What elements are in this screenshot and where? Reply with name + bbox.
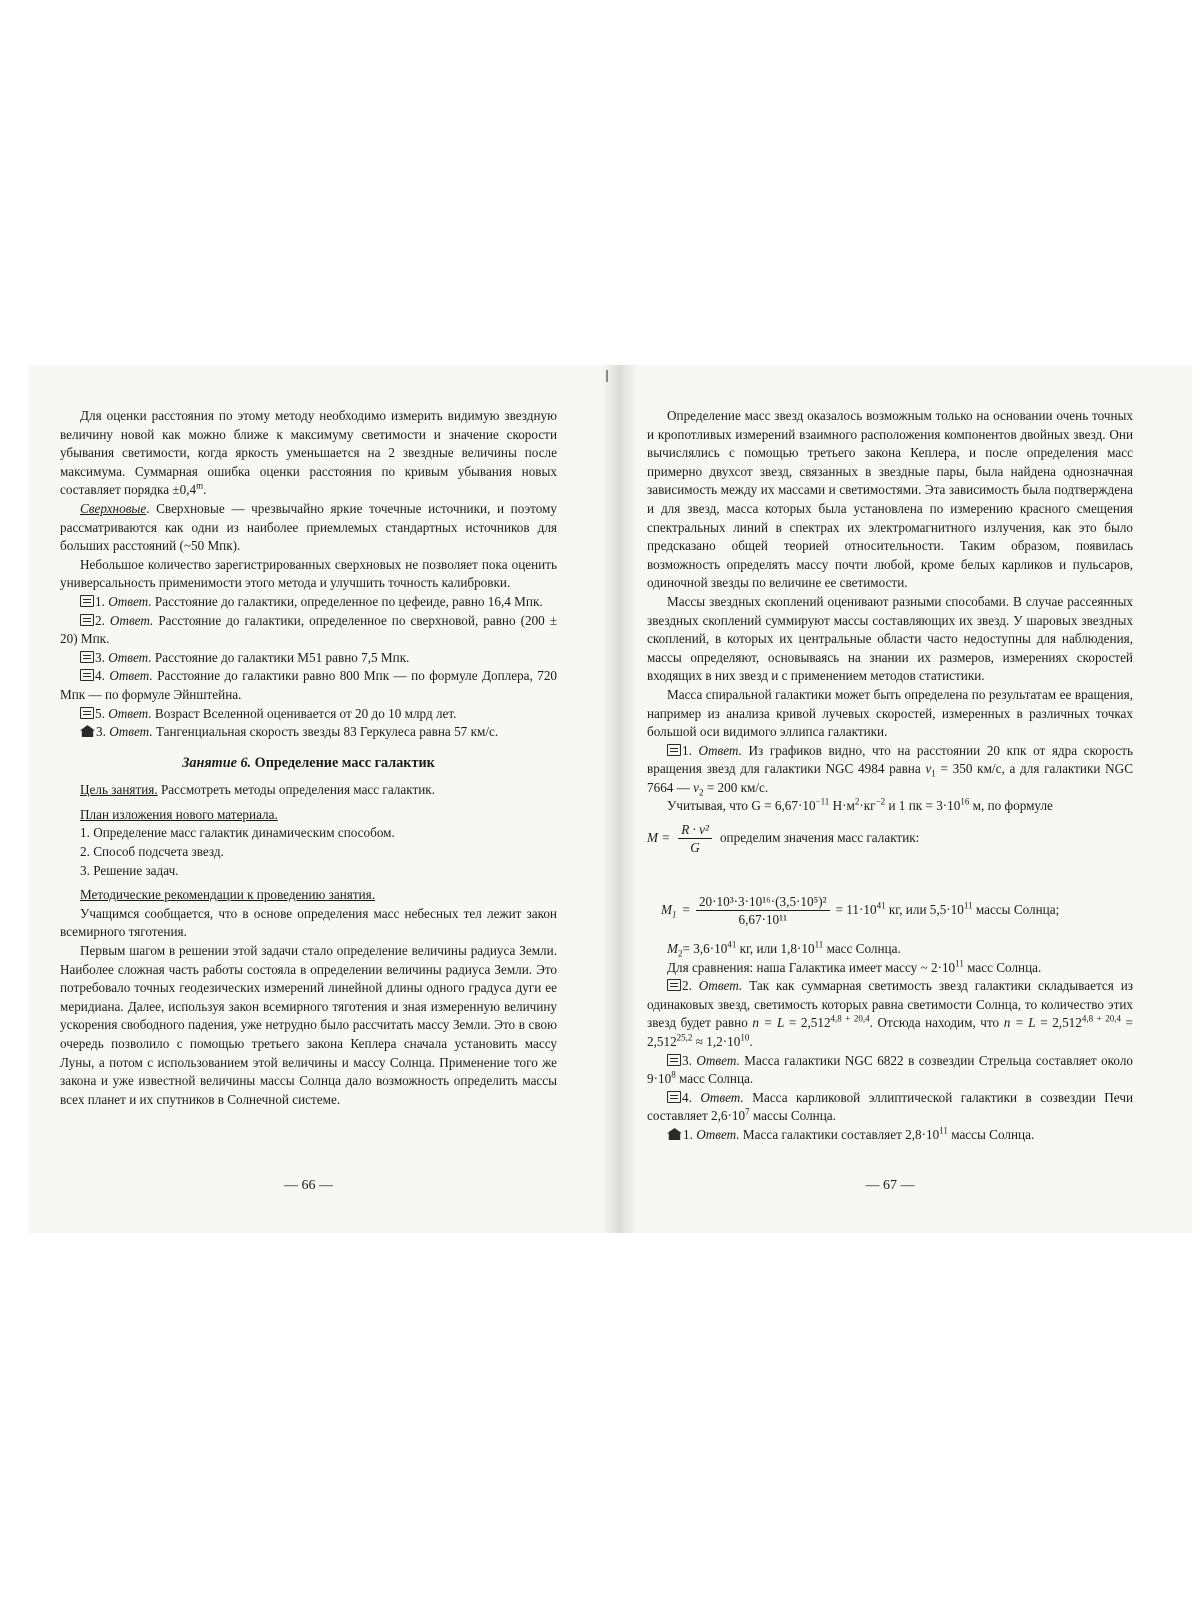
plan-item: 1. Определение масс галактик динамическим способом.	[80, 825, 395, 841]
m1-fraction	[696, 893, 830, 928]
plan-label: План изложения нового материала.	[80, 806, 278, 822]
term-supernovae: Сверхновые	[80, 500, 147, 516]
mass-formula	[647, 818, 1133, 858]
formula-text: определим значения масс галактик:	[719, 829, 920, 845]
paragraph: Масса спиральной галактики может быть определена по результатам ее вращения, например из анализа кривой лучевых скоростей, измеренных в различных точках большой оси видимого эллипса галактики.	[647, 686, 1133, 740]
paragraph: Учащимся сообщается, что в основе определения масс небесных тел лежит закон всемирного тяготения.	[60, 905, 557, 940]
formula-lhs: M =	[647, 829, 671, 845]
paragraph: Для оценки расстояния по этому методу необходимо измерить видимую звездную величину новой как можно ближе к максимуму светимости и значение скорости убывания светимости, когда яркость уменьшается на 2 звездные величины после максимума. Суммарная ошибка оценки расстояния по кривым убывания новых составляет порядка $\pm 0,4^m$.	[60, 408, 557, 498]
page-number-right: — 67 —	[865, 1178, 915, 1193]
equals-sign: =	[682, 901, 690, 917]
paragraph-supernovae: Сверхновые. Сверхновые — чрезвычайно яркие точечные источники, и поэтому рассматриваются как одни из наиболее приемлемых стандартных источников для больших расстояний (~50 Мпк).	[60, 500, 557, 554]
m1-calculation	[661, 888, 1133, 932]
m2-result: $M_2= 3,6\cdot 10^{41}$ кг, или $1,8\cdot 10^{11}$ масс Солнца.	[667, 939, 901, 959]
book-gutter	[602, 365, 638, 1233]
notebook-icon	[667, 1054, 681, 1066]
paragraph-constants: Учитывая, что $G = 6,67\cdot 10^{-11}$ $Н\cdot м^2\cdot кг^{-2}$ и 1 пк = $3\cdot 10^{16}$ м, по формуле	[667, 797, 1053, 814]
formula-denominator: G	[690, 839, 700, 855]
m1-symbol: $M_1$	[661, 901, 677, 920]
paragraph: Массы звездных скоплений оценивают разными способами. В случае рассеянных звездных скоплений суммируют массы составляющих их звезд. У шаровых звездных скоплений, в которых их центральные области часто недоступны для наблюдения, массы определяют, основываясь на знании их размеров, измерениях скоростей входящих в них звезд и с применением методов статистики.	[647, 593, 1133, 684]
left-page	[60, 407, 557, 1109]
notebook-icon	[80, 707, 94, 719]
method-label: Методические рекомендации к проведению занятия.	[80, 887, 376, 903]
right-page	[647, 407, 1133, 1145]
notebook-icon	[80, 651, 94, 663]
page-number-left: — 66 —	[284, 1178, 333, 1193]
answer-2: 2. Ответ. Расстояние до галактики, определенное по сверхновой, равно (200 ± 20) Мпк.	[60, 612, 557, 647]
formula-fraction	[678, 821, 712, 856]
home-answer-3: 3. Ответ. Тангенциальная скорость звезды 83 Геркулеса равна 57 км/с.	[60, 723, 557, 742]
paragraph: Первым шагом в решении этой задачи стало определение величины радиуса Земли. Наиболее сложная часть работы состояла в определении величины радиуса Земли. Это потребовало точных геодезических измерений линейной длины одного градуса дуги ее меридиана. Далее, используя закон всемирного тяготения и зная измеренную величину ускорения свободного падения, уже нетрудно было рассчитать массу Земли. Это в свою очередь позволило с помощью третьего закона Кеплера сначала установить массу Луны, а потом с использованием этой величины и массу Солнца. Применение того же закона и уже известной величины массы Солнца дало возможность определить массы всех планет и их спутников в Солнечной системе.	[60, 943, 557, 1107]
comparison: Для сравнения: наша Галактика имеет массу ~ $2\cdot 10^{11}$ масс Солнца.	[667, 958, 1042, 975]
answer-4: 4. Ответ. Расстояние до галактики равно 800 Мпк — по формуле Доплера, 720 Мпк — по формуле Эйнштейна.	[60, 668, 558, 702]
home-task-icon	[667, 1128, 682, 1140]
notebook-icon	[80, 595, 94, 607]
notebook-icon	[667, 1091, 681, 1103]
lesson-heading: Занятие 6. Определение масс галактик	[182, 754, 435, 771]
answer-4: 4. Ответ. Масса карликовой эллиптической галактики в созвездии Печи составляет $2,6\cdot 10^7$ массы Солнца.	[647, 1089, 1134, 1124]
gutter-mark	[606, 370, 608, 382]
notebook-icon	[667, 979, 681, 991]
home-answer-1: 1. Ответ. Масса галактики составляет $2,8\cdot 10^{11}$ массы Солнца.	[647, 1126, 1133, 1145]
answer-3: 3. Ответ. Масса галактики NGC 6822 в созвездии Стрельца составляет около $9\cdot 10^8$ масс Солнца.	[647, 1052, 1133, 1087]
lesson-goal: Цель занятия. Рассмотреть методы определения масс галактик.	[80, 782, 435, 798]
formula-numerator: R · v²	[678, 821, 712, 839]
m1-numerator: 20·10³·3·10¹⁶·(3,5·10⁵)²	[696, 893, 830, 911]
notebook-icon	[80, 614, 94, 626]
home-task-icon	[80, 725, 95, 737]
m1-denominator: 6,67·10¹¹	[738, 911, 788, 927]
answer-3: 3. Ответ. Расстояние до галактики M51 равно 7,5 Мпк.	[60, 649, 557, 668]
notebook-icon	[667, 744, 681, 756]
notebook-icon	[80, 669, 94, 681]
answer-5: 5. Ответ. Возраст Вселенной оценивается от 20 до 10 млрд лет.	[60, 705, 557, 724]
answer-1: 1. Ответ. Из графиков видно, что на расстоянии 20 кпк от ядра скорость вращения звезд для галактики NGC 4984 равна $v_1 = 350$ км/с, а для галактики NGC 7664 — $v_2 = 200$ км/с.	[647, 742, 1133, 798]
plan-item: 3. Решение задач.	[80, 862, 179, 878]
answer-1: 1. Ответ. Расстояние до галактики, определенное по цефеиде, равно 16,4 Мпк.	[60, 593, 557, 612]
paragraph: Небольшое количество зарегистрированных сверхновых не позволяет пока оценить универсальность применимости этого метода и улучшить точность калибровки.	[60, 556, 557, 591]
paragraph: Определение масс звезд оказалось возможным только на основании очень точных и кропотливых измерений взаимного расположения компонентов двойных звезд. Они вычислялись с помощью третьего закона Кеплера, и после определения масс примерно двухсот звезд, связанных в звездные пары, была найдена однозначная зависимость между их массами и светимостями. Эта зависимость была подтверждена и для звезд, масса которых была установлена по измерению красного смещения спектральных линий в спектрах их электромагнитного излучения, как это было предсказано общей теорией относительности. Таким образом, появилась возможность определять массу почти любой, кроме белых карликов и пульсаров, одиночной звезды по величине ее светимости.	[647, 408, 1133, 591]
answer-2: 2. Ответ. Так как суммарная светимость звезд галактики складывается из одинаковых звезд, светимость которых равна светимости Солнца, то количество этих звезд будет равно $n = L = 2,512^{4,8 + 20,4}$. Отсюда находим, что $n = L = 2,512^{4,8 + 20,4} = 2,512^{25,2} \approx 1,2\cdot 10^{10}$.	[647, 978, 1133, 1050]
m1-result: = $11\cdot 10^{41}$ кг, или $5,5\cdot 10^{11}$ массы Солнца;	[835, 900, 1060, 917]
plan-item: 2. Способ подсчета звезд.	[80, 844, 224, 860]
